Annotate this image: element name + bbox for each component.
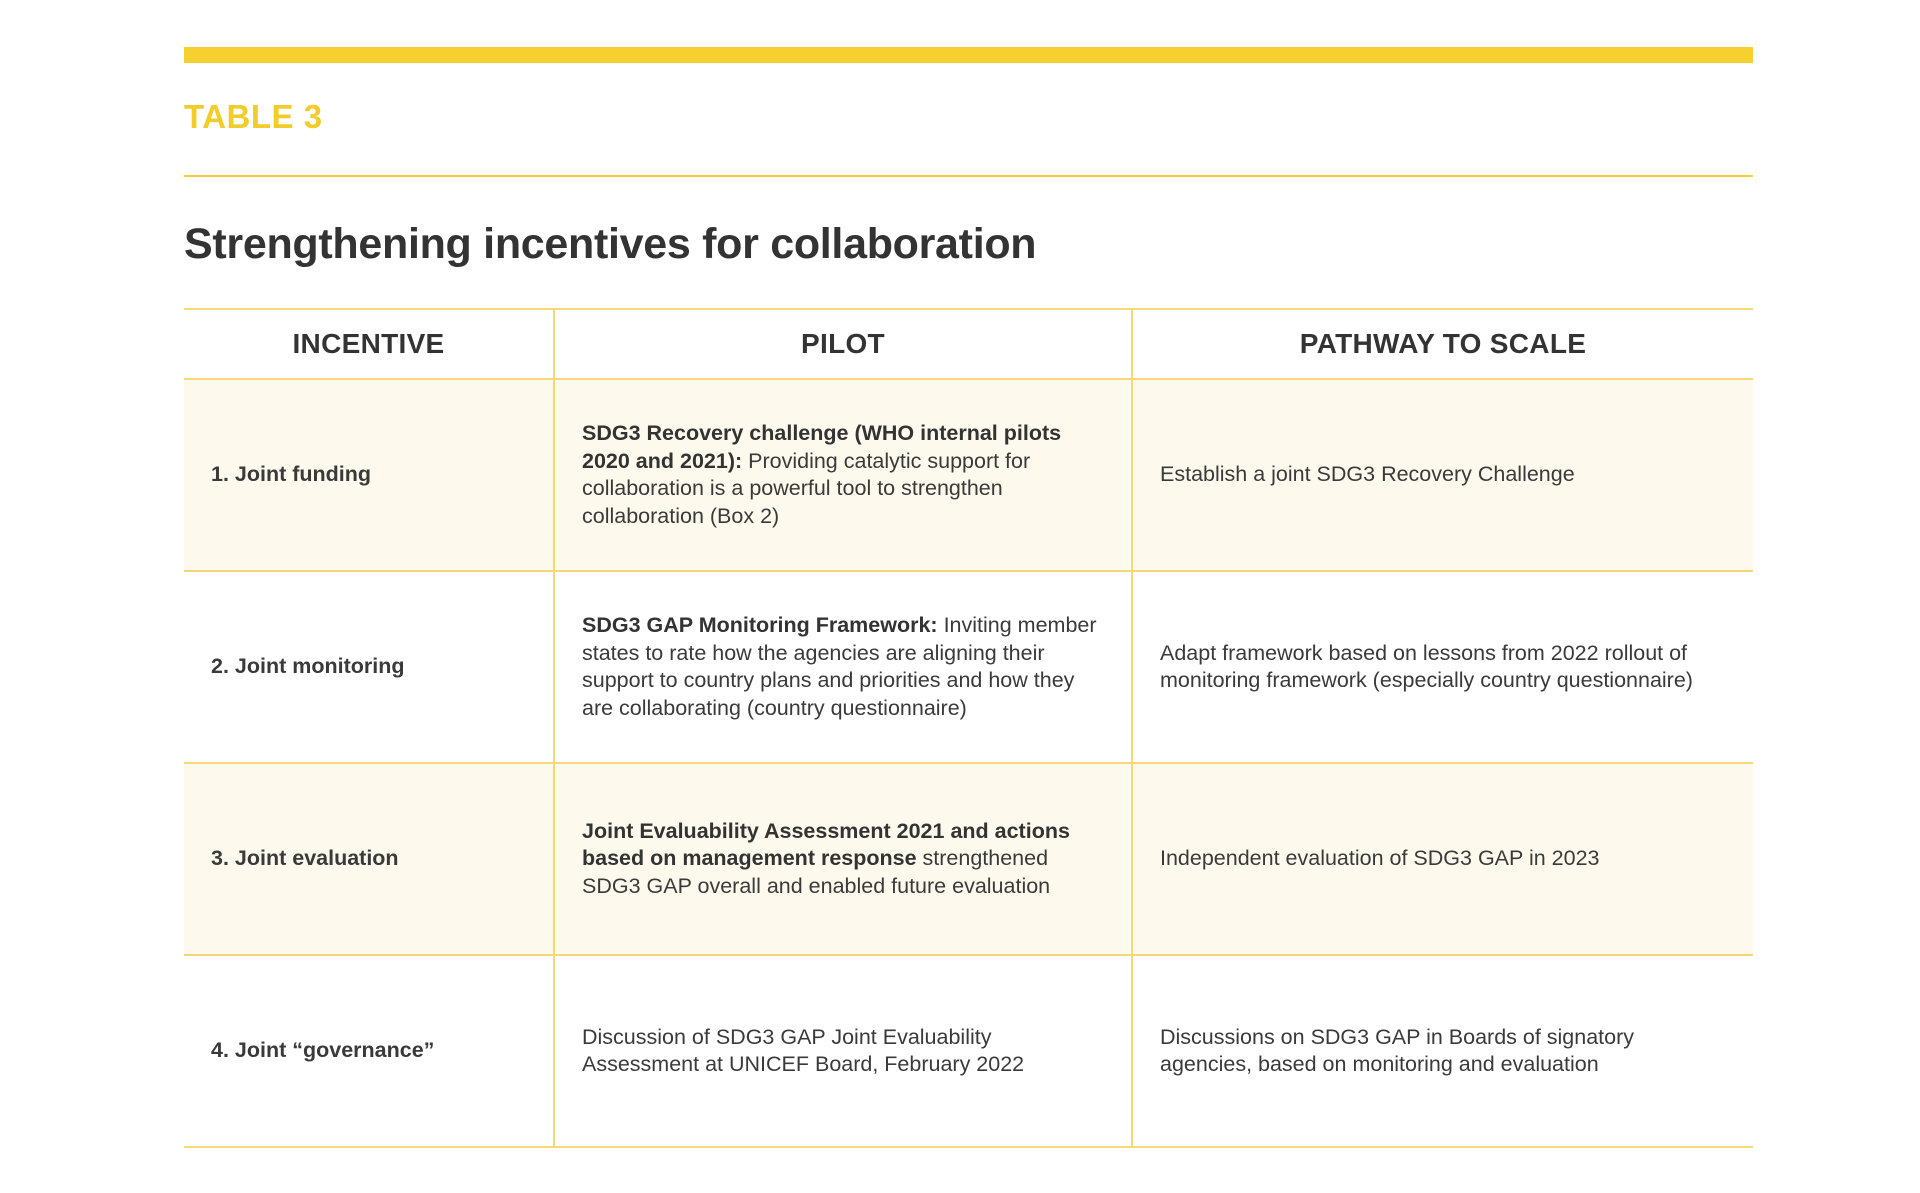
pilot-cell	[554, 955, 1132, 1147]
table-label: TABLE 3	[184, 98, 323, 135]
incentive-cell: 2. Joint monitoring	[184, 571, 554, 763]
column-header-pathway: PATHWAY TO SCALE	[1132, 309, 1753, 379]
pilot-text: Discussion of SDG3 GAP Joint Evaluability Assessment at UNICEF Board, February 2022	[582, 1024, 1025, 1076]
pathway-cell: Discussions on SDG3 GAP in Boards of signatory agencies, based on monitoring and evaluation	[1132, 955, 1753, 1147]
pilot-cell	[554, 763, 1132, 955]
incentive-cell: 3. Joint evaluation	[184, 763, 554, 955]
table-row	[184, 955, 1753, 1147]
pilot-text: Inviting member states to rate how the agencies are aligning their support to country plans and priorities and how they are collaborating (country questionnaire)	[582, 613, 1097, 720]
accent-bar	[184, 47, 1753, 63]
incentives-table	[184, 308, 1753, 1148]
table-row	[184, 763, 1753, 955]
pilot-cell	[554, 571, 1132, 763]
pilot-bold-text: Joint Evaluability Assessment 2021 and actions based on management response	[582, 818, 1070, 871]
pathway-cell: Adapt framework based on lessons from 2022 rollout of monitoring framework (especially country questionnaire)	[1132, 571, 1753, 763]
incentive-cell: 4. Joint “governance”	[184, 955, 554, 1147]
pilot-bold-text: SDG3 Recovery challenge (WHO internal pilots 2020 and 2021):	[582, 421, 1062, 473]
pathway-cell: Independent evaluation of SDG3 GAP in 2023	[1132, 763, 1753, 955]
column-header-incentive: INCENTIVE	[184, 309, 554, 379]
divider	[184, 175, 1753, 177]
pathway-cell: Establish a joint SDG3 Recovery Challenge	[1132, 379, 1753, 571]
pilot-text: Providing catalytic support for collaboration is a powerful tool to strengthen collaboration (Box 2)	[582, 448, 1031, 528]
pilot-cell	[554, 379, 1132, 571]
page-title: Strengthening incentives for collaboration	[184, 220, 1037, 268]
table-header-row	[184, 309, 1753, 379]
table-row	[184, 379, 1753, 571]
table-row	[184, 571, 1753, 763]
pilot-bold-text: SDG3 GAP Monitoring Framework:	[582, 613, 938, 637]
column-header-pilot: PILOT	[554, 309, 1132, 379]
incentive-cell: 1. Joint funding	[184, 379, 554, 571]
pilot-text: strengthened SDG3 GAP overall and enabled future evaluation	[582, 846, 1051, 898]
